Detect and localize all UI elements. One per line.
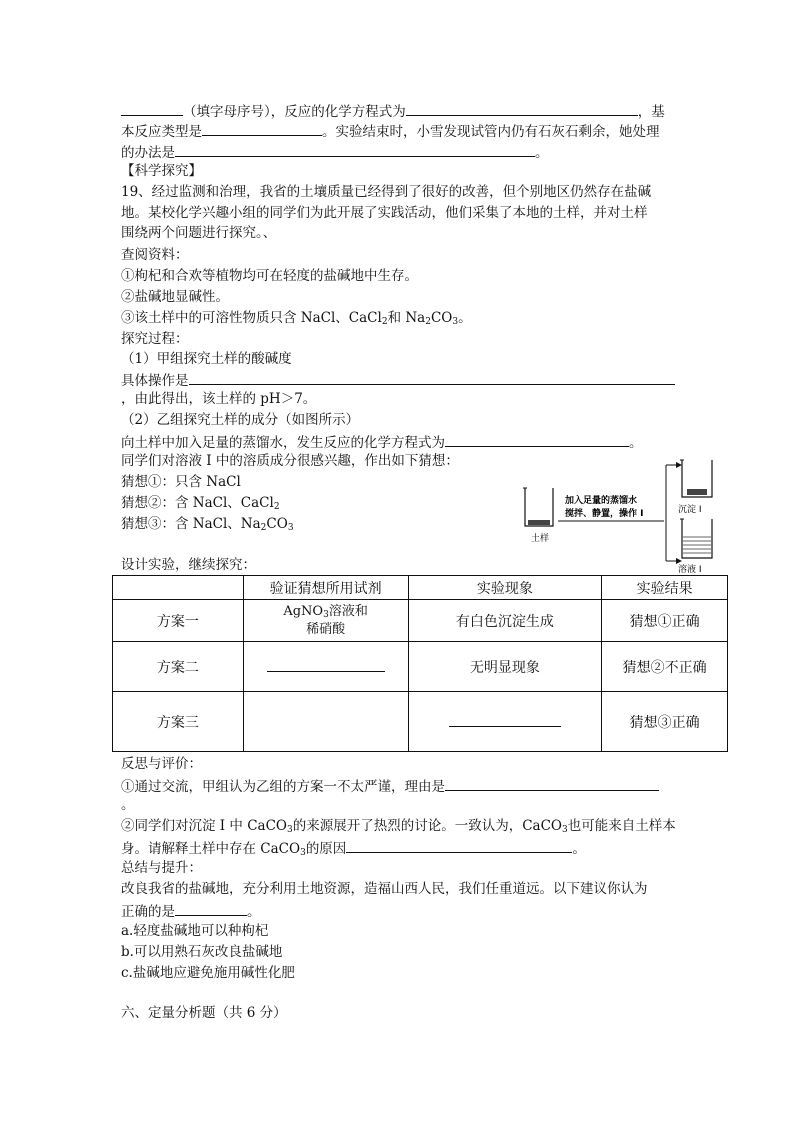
reagent-cell: AgNO$_3$溶液和 稀硝酸 (243, 600, 408, 642)
table-row (113, 600, 728, 642)
table-header-row (113, 576, 728, 600)
solution-label: 溶液 I (678, 565, 702, 575)
section-heading: 【科学探究】 (121, 163, 202, 179)
reagent-cell (243, 692, 408, 752)
reference-1: ①枸杞和合欢等植物均可在轻度的盐碱地中生存。 (121, 268, 418, 284)
table-row (113, 692, 728, 752)
guess-3: 猜想③：含 NaCl、$Na_2CO_3$ (121, 516, 294, 533)
answer-blank[interactable] (189, 370, 675, 385)
answer-blank[interactable] (445, 776, 659, 791)
procedure-2-interest: 同学们对溶液 I 中的溶质成分很感兴趣，作出如下猜想： (121, 453, 459, 469)
header-phenomenon: 实验现象 (408, 576, 602, 600)
phenomenon-cell: 有白色沉淀生成 (408, 600, 602, 642)
guess-2: 猜想②：含 NaCl、CaCl$_2$ (121, 495, 280, 512)
line-3: 的办法是 。 (121, 142, 549, 162)
header-reagent: 验证猜想所用试剂 (243, 576, 408, 600)
step-label-1: 加入足量的蒸馏水 (565, 496, 638, 506)
answer-blank[interactable] (121, 101, 183, 116)
reagent-cell (243, 642, 408, 692)
phenomenon-cell (408, 692, 602, 752)
solution-beaker (680, 519, 712, 558)
procedure-1-result: ，由此得出，该土样的 pH＞7。 (121, 391, 317, 407)
answer-blank[interactable] (267, 657, 385, 672)
design-title: 设计实验，继续探究： (121, 557, 256, 573)
answer-blank[interactable] (445, 432, 629, 447)
line-2: 本反应类型是 。实验结束时，小雪发现试管内仍有石灰石剩余，她处理 (121, 121, 660, 141)
step-label-2: 搅拌、静置，操作 I (565, 509, 644, 519)
reflection-2: ②同学们对沉淀 I 中 CaCO$_3$的来源展开了热烈的讨论。一致认为，CaCO$_3$也可能来自土样本 (121, 818, 676, 835)
result-cell: 猜想①正确 (602, 600, 728, 642)
summary-title: 总结与提升： (121, 860, 202, 876)
result-cell: 猜想②不正确 (602, 642, 728, 692)
procedure-2-equation: 向土样中加入足量的蒸馏水，发生反应的化学方程式为 。 (121, 432, 643, 452)
plan-name: 方案二 (113, 642, 244, 692)
soil-sample-beaker (523, 488, 553, 526)
option-a: a.轻度盐碱地可以种枸杞 (121, 923, 269, 939)
question-19-line-1: 19、经过监测和治理，我省的土壤质量已经得到了很好的改善，但个别地区仍然存在盐碱 (121, 184, 652, 200)
result-cell: 猜想③正确 (602, 692, 728, 752)
phenomenon-cell: 无明显现象 (408, 642, 602, 692)
sample-label: 土样 (531, 534, 550, 544)
section-6-heading: 六、定量分析题（共 6 分） (121, 1005, 287, 1021)
answer-blank[interactable] (406, 101, 638, 116)
summary-2: 正确的是 。 (121, 901, 261, 921)
precipitate-beaker (680, 460, 712, 497)
line-1: （填字母序号），反应的化学方程式为 ，基 (121, 101, 665, 121)
answer-blank[interactable] (175, 901, 247, 916)
answer-blank[interactable] (346, 838, 572, 853)
experiment-diagram (518, 455, 728, 575)
table-row (113, 642, 728, 692)
guess-1: 猜想①：只含 NaCl (121, 474, 241, 490)
experiment-table (112, 575, 728, 752)
answer-blank[interactable] (175, 142, 535, 157)
question-19-line-2: 地。某校化学兴趣小组的同学们为此开展了实践活动，他们采集了本地的土样，并对土样 (121, 205, 648, 221)
answer-blank[interactable] (202, 121, 322, 136)
reference-3: ③该土样中的可溶性物质只含 NaCl、CaCl$_2$和 $Na_2CO_3$。 (121, 310, 472, 327)
reflection-1: ①通过交流，甲组认为乙组的方案一不太严谨，理由是 (121, 776, 659, 796)
question-19-line-3: 围绕两个问题进行探究。、 (121, 225, 277, 241)
answer-blank[interactable] (449, 712, 561, 727)
reflection-3: 身。请解释土样中存在 CaCO$_3$的原因 。 (121, 838, 586, 858)
procedure-1-operation: 具体操作是 (121, 370, 675, 390)
plan-name: 方案一 (113, 600, 244, 642)
option-b: b.可以用熟石灰改良盐碱地 (121, 944, 283, 960)
reflection-title: 反思与评价： (121, 756, 202, 772)
precipitate-label: 沉淀 I (678, 505, 702, 515)
option-c: c.盐碱地应避免施用碱性化肥 (121, 965, 295, 981)
procedure-1: （1）甲组探究土样的酸碱度 (121, 351, 292, 367)
reference-2: ②盐碱地显碱性。 (121, 289, 229, 305)
summary-1: 改良我省的盐碱地，充分利用土地资源，造福山西人民，我们任重道远。以下建议你认为 (121, 881, 648, 897)
procedure-title: 探究过程： (121, 331, 189, 347)
procedure-2: （2）乙组探究土样的成分（如图所示） (121, 412, 360, 428)
reference-title: 查阅资料： (121, 247, 189, 263)
header-result: 实验结果 (602, 576, 728, 600)
plan-name: 方案三 (113, 692, 244, 752)
